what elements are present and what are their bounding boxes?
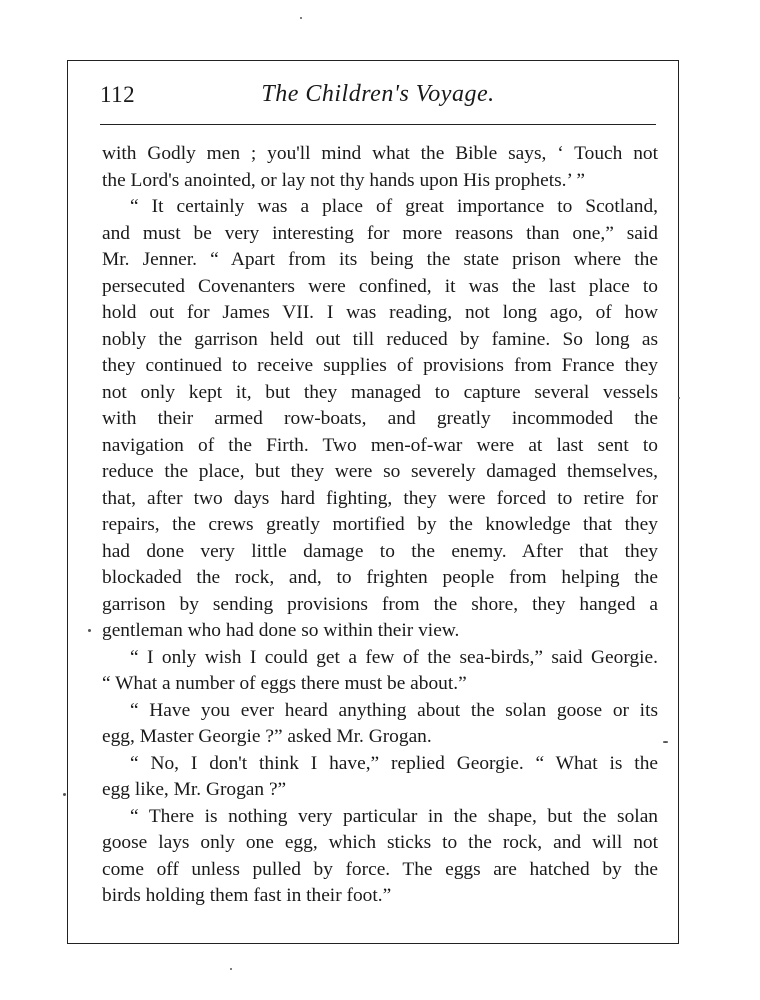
text-line: egg like, Mr. Grogan ?” [102, 779, 287, 800]
running-title: The Children's Voyage. [261, 81, 495, 107]
text-line: repairs, the crews greatly mortified by the knowledge that they [102, 514, 658, 535]
text-line: nobly the garrison held out till reduced by famine. So long as [102, 328, 658, 350]
scan-speck [230, 968, 232, 970]
text-line: gentleman who had done so within their view. [102, 620, 460, 641]
text-line: with their armed row-boats, and greatly incommoded the [102, 408, 658, 429]
scan-speck [88, 629, 91, 632]
text-line: the Lord's anointed, or lay not thy hands upon His prophets.’ ” [102, 169, 585, 191]
text-line: “ I only wish I could get a few of the sea-birds,” said Georgie. [130, 646, 658, 668]
page-header [100, 78, 656, 118]
text-line: “ No, I don't think I have,” replied Georgie. “ What is the [130, 752, 658, 774]
text-line: reduce the place, but they were so severely damaged themselves, [102, 461, 658, 482]
text-line: garrison by sending provisions from the shore, they hanged a [102, 593, 658, 615]
text-line: “ What a number of eggs there must be about.” [102, 673, 467, 694]
text-line: navigation of the Firth. Two men-of-war were at last sent to [102, 434, 658, 456]
text-line: come off unless pulled by force. The eggs are hatched by the [102, 858, 658, 880]
scan-speck [663, 741, 668, 743]
text-line: “ There is nothing very particular in the shape, but the solan [130, 805, 658, 827]
scan-speck [678, 397, 680, 399]
body-text [102, 141, 658, 910]
text-line: with Godly men ; you'll mind what the Bible says, ‘ Touch not [102, 143, 658, 164]
text-line: they continued to receive supplies of provisions from France they [102, 355, 658, 376]
text-line: hold out for James VII. I was reading, not long ago, of how [102, 302, 658, 323]
text-line: “ Have you ever heard anything about the solan goose or its [130, 699, 658, 721]
text-line: had done very little damage to the enemy. After that they [102, 540, 658, 562]
scan-speck [63, 793, 66, 796]
text-line: and must be very interesting for more reasons than one,” said [102, 222, 658, 244]
text-line: that, after two days hard fighting, they were forced to retire for [102, 487, 658, 509]
text-line: “ It certainly was a place of great importance to Scotland, [130, 196, 658, 217]
scan-speck [300, 17, 302, 19]
text-line: goose lays only one egg, which sticks to the rock, and will not [102, 832, 658, 853]
text-line: birds holding them fast in their foot.” [102, 885, 392, 906]
header-rule [100, 124, 656, 125]
text-line: egg, Master Georgie ?” asked Mr. Grogan. [102, 726, 432, 747]
page-number: 112 [100, 82, 136, 107]
text-line: persecuted Covenanters were confined, it was the last place to [102, 275, 658, 297]
text-line: Mr. Jenner. “ Apart from its being the state prison where the [102, 249, 658, 270]
text-line: blockaded the rock, and, to frighten people from helping the [102, 567, 658, 588]
text-line: not only kept it, but they managed to capture several vessels [102, 381, 658, 403]
